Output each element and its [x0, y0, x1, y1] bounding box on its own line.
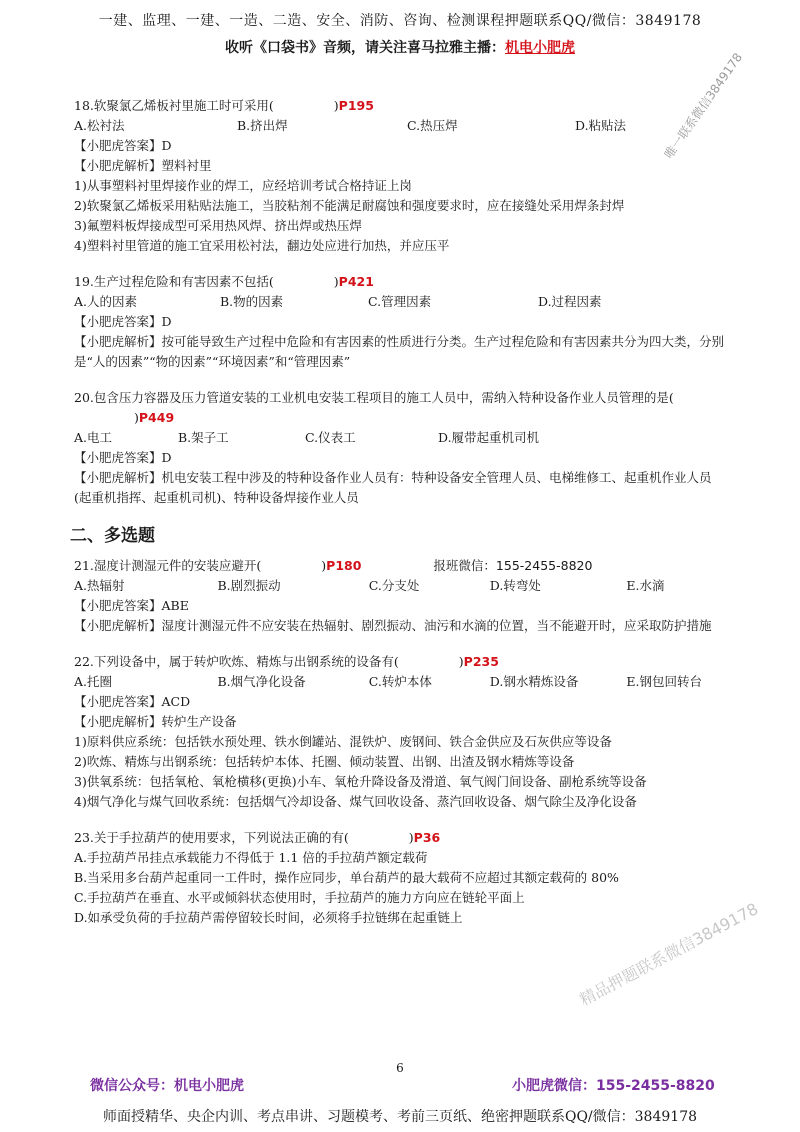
- answer-line: 【小肥虎答案】D: [74, 138, 172, 153]
- note-line: B.当采用多台葫芦起重同一工件时，操作应同步，单台葫芦的最大载荷不应超过其额定载荷的 80%: [74, 870, 619, 885]
- options-row: [74, 116, 724, 136]
- answer-line: 【小肥虎答案】ACD: [74, 694, 191, 709]
- question-stem: 22.下列设备中，属于转炉吹炼、精炼与出钢系统的设备有(: [74, 654, 399, 669]
- page-number: 6: [396, 1061, 404, 1075]
- question-block: [74, 272, 724, 372]
- analysis-line: 【小肥虎解析】转炉生产设备: [74, 714, 237, 729]
- note-line: 1)原料供应系统：包括铁水预处理、铁水倒罐站、混铁炉、废钢间、铁合金供应及石灰供应等设备: [74, 734, 612, 749]
- question-stem: 19.生产过程危险和有害因素不包括(: [74, 274, 274, 289]
- question-content: [70, 96, 725, 944]
- blank-close: ): [333, 274, 339, 289]
- note-line: 4)塑料衬里管道的施工宜采用松衬法，翻边处应进行加热，并应压平: [74, 238, 450, 253]
- page-reference: P421: [338, 274, 374, 289]
- answer-line: 【小肥虎答案】D: [74, 314, 172, 329]
- option-c: C.仪表工: [305, 430, 356, 445]
- option-a: A.松衬法: [74, 118, 125, 133]
- option-b: B.挤出焊: [237, 118, 288, 133]
- option-e: E.水滴: [626, 578, 665, 593]
- question-block: [74, 96, 724, 256]
- option-b: B.剧烈振动: [217, 578, 281, 593]
- header-host-name: 机电小肥虎: [505, 40, 575, 56]
- option-b: B.架子工: [178, 430, 229, 445]
- option-a: A.人的因素: [74, 294, 138, 309]
- option-d: D.履带起重机司机: [438, 430, 540, 445]
- question-stem-line: [74, 272, 724, 292]
- option-c: C.分支处: [368, 578, 420, 593]
- option-d: D.转弯处: [489, 578, 541, 593]
- question-block: [74, 556, 724, 636]
- analysis-line: 【小肥虎解析】湿度计测湿元件不应安装在热辐射、剧烈振动、油污和水滴的位置，当不能避开时，应采取防护措施: [74, 618, 712, 633]
- question-block: [74, 388, 724, 508]
- option-b: B.烟气净化设备: [217, 674, 306, 689]
- signup-wechat: 报班微信：155-2455-8820: [433, 558, 593, 573]
- analysis-line: 【小肥虎解析】机电安装工程中涉及的特种设备作业人员有：特种设备安全管理人员、电梯维修工、起重机作业人员(起重机指挥、起重机司机)、特种设备焊接作业人员: [74, 470, 712, 505]
- blank-close: ): [134, 410, 139, 425]
- option-d: D.钢水精炼设备: [489, 674, 579, 689]
- section-title: 二、多选题: [70, 526, 155, 546]
- note-line: 2)软聚氯乙烯板采用粘贴法施工，当胶粘剂不能满足耐腐蚀和强度要求时，应在接缝处采用焊条封焊: [74, 198, 625, 213]
- note-line: 3)氟塑料板焊接成型可采用热风焊、挤出焊或热压焊: [74, 218, 362, 233]
- note-line: C.手拉葫芦在垂直、水平或倾斜状态使用时，手拉葫芦的施力方向应在链轮平面上: [74, 890, 525, 905]
- option-d: D.过程因素: [538, 294, 602, 309]
- option-a: A.热辐射: [74, 578, 125, 593]
- note-line: 4)烟气净化与煤气回收系统：包括烟气冷却设备、煤气回收设备、蒸汽回收设备、烟气除尘及净化设备: [74, 794, 637, 809]
- option-c: C.管理因素: [368, 294, 432, 309]
- page-reference: P235: [463, 654, 499, 669]
- option-c: C.热压焊: [407, 118, 458, 133]
- note-line: 2)吹炼、精炼与出钢系统：包括转炉本体、托圈、倾动装置、出钢、出渣及钢水精炼等设备: [74, 754, 575, 769]
- page-reference: P36: [413, 830, 441, 845]
- note-line: 3)供氧系统：包括氧枪、氧枪横移(更换)小车、氧枪升降设备及滑道、氧气阀门间设备、副枪系统等设备: [74, 774, 647, 789]
- options-row: [74, 672, 724, 692]
- footer-wechat-id: 小肥虎微信：155-2455-8820: [512, 1078, 715, 1094]
- options-row: [74, 576, 724, 596]
- page-reference: P180: [326, 558, 362, 573]
- options-row: [74, 428, 724, 448]
- question-stem-line: [74, 652, 724, 672]
- header-audio-prefix: 收听《口袋书》音频，请关注喜马拉雅主播：: [225, 40, 505, 56]
- side-watermark: 唯一联系微信3849178: [661, 50, 746, 162]
- answer-line: 【小肥虎答案】D: [74, 450, 172, 465]
- page-reference: P449: [138, 410, 175, 425]
- question-stem-line: [74, 96, 724, 116]
- footer-wechat-account: 微信公众号：机电小肥虎: [90, 1078, 244, 1094]
- question-block: [74, 652, 724, 812]
- blank-close: ): [321, 558, 327, 573]
- blank-close: ): [408, 830, 414, 845]
- diagonal-watermark: 精品押题联系微信3849178: [576, 899, 762, 1010]
- question-stem-line: [74, 388, 724, 428]
- analysis-line: 【小肥虎解析】按可能导致生产过程中危险和有害因素的性质进行分类。生产过程危险和有害因素共分为四大类，分别是“人的因素”“物的因素”“环境因素”和“管理因素”: [74, 334, 725, 369]
- option-d: D.粘贴法: [575, 118, 627, 133]
- options-row: [74, 292, 724, 312]
- page-reference: P195: [338, 98, 374, 113]
- note-line: A.手拉葫芦吊挂点承载能力不得低于 1.1 倍的手拉葫芦额定载荷: [74, 850, 428, 865]
- note-line: D.如承受负荷的手拉葫芦需停留较长时间，必须将手拉链绑在起重链上: [74, 910, 463, 925]
- header-contact-line: 一建、监理、一建、一造、二造、安全、消防、咨询、检测课程押题联系QQ/微信：3849178: [98, 13, 702, 29]
- question-stem: 23.关于手拉葫芦的使用要求，下列说法正确的有(: [74, 830, 349, 845]
- option-e: E.钢包回转台: [626, 674, 703, 689]
- analysis-line: 【小肥虎解析】塑料衬里: [74, 158, 212, 173]
- question-stem-line: [74, 828, 724, 848]
- question-stem-line: [74, 556, 724, 576]
- blank-close: ): [333, 98, 339, 113]
- footer-contacts: [0, 1075, 800, 1095]
- header-audio-line: [0, 37, 800, 57]
- option-a: A.托圈: [74, 674, 113, 689]
- answer-line: 【小肥虎答案】ABE: [74, 598, 189, 613]
- question-stem: 20.包含压力容器及压力管道安装的工业机电安装工程项目的施工人员中，需纳入特种设备作业人员管理的是(: [74, 390, 674, 405]
- option-b: B.物的因素: [220, 294, 284, 309]
- footer-bottom-line: 师面授精华、央企内训、考点串讲、习题模考、考前三页纸、绝密押题联系QQ/微信：3849178: [102, 1109, 698, 1125]
- blank-close: ): [458, 654, 464, 669]
- option-a: A.电工: [74, 430, 113, 445]
- note-line: 1)从事塑料衬里焊接作业的焊工，应经培训考试合格持证上岗: [74, 178, 412, 193]
- question-block: [74, 828, 724, 928]
- option-c: C.转炉本体: [368, 674, 432, 689]
- question-stem: 21.湿度计测湿元件的安装应避开(: [74, 558, 262, 573]
- question-stem: 18.软聚氯乙烯板衬里施工时可采用(: [74, 98, 274, 113]
